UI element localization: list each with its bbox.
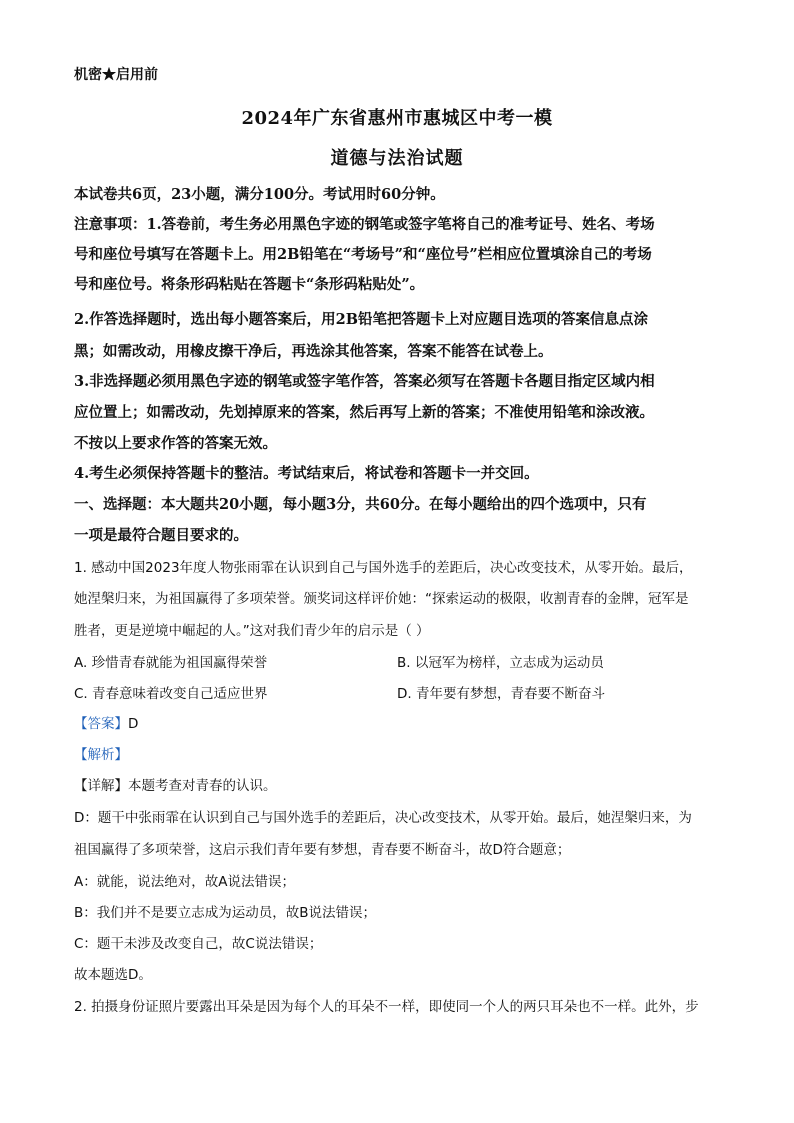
detail-line: 故本题选D。 xyxy=(74,967,152,983)
detail-row xyxy=(74,774,720,794)
analysis-tag: 【解析】 xyxy=(74,747,128,763)
option-d: D. 青年要有梦想，青春要不断奋斗 xyxy=(397,686,605,702)
notice-line: 黑；如需改动，用橡皮擦干净后，再选涂其他答案，答案不能答在试卷上。 xyxy=(74,343,553,360)
notice-line: 3.非选择题必须用黑色字迹的钢笔或签字笔作答，答案必须写在答题卡各题目指定区域内相 xyxy=(74,373,655,390)
detail-intro: 本题考查对青春的认识。 xyxy=(128,778,277,794)
question-1-stem: 胜者，更是逆境中崛起的人。”这对我们青少年的启示是（ ） xyxy=(74,623,430,639)
analysis-row xyxy=(74,743,720,763)
answer-value: D xyxy=(128,716,139,732)
notice-line: 号和座位号。将条形码粘贴在答题卡“条形码粘贴处”。 xyxy=(74,276,425,293)
notice-line: 注意事项：1.答卷前，考生务必用黑色字迹的钢笔或签字笔将自己的准考证号、姓名、考场 xyxy=(74,216,655,233)
notice-line: 2.作答选择题时，选出每小题答案后，用2B铅笔把答题卡上对应题目选项的答案信息点涂 xyxy=(74,311,648,328)
question-1-stem: 1. 感动中国2023年度人物张雨霏在认识到自己与国外选手的差距后，决心改变技术，从零开始。最后， xyxy=(74,560,693,576)
detail-line: 祖国赢得了多项荣誉，这启示我们青年要有梦想，青春要不断奋斗，故D符合题意； xyxy=(74,842,571,858)
question-2-stem: 2. 拍摄身份证照片要露出耳朵是因为每个人的耳朵不一样，即使同一个人的两只耳朵也不一样。此外，步 xyxy=(74,999,699,1015)
exam-title: 2024年广东省惠州市惠城区中考一模 xyxy=(241,108,553,129)
detail-line: D：题干中张雨霏在认识到自己与国外选手的差距后，决心改变技术，从零开始。最后，她涅槃归来，为 xyxy=(74,810,692,826)
detail-line: C：题干未涉及改变自己，故C说法错误； xyxy=(74,936,323,952)
section-heading: 一、选择题：本大题共20小题，每小题3分，共60分。在每小题给出的四个选项中，只有 xyxy=(74,496,647,513)
notice-line: 4.考生必须保持答题卡的整洁。考试结束后，将试卷和答题卡一并交回。 xyxy=(74,465,539,482)
detail-line: A：就能，说法绝对，故A说法错误； xyxy=(74,874,295,890)
option-a: A. 珍惜青春就能为祖国赢得荣誉 xyxy=(74,655,268,671)
answer-row xyxy=(74,712,720,732)
detail-line: B：我们并不是要立志成为运动员，故B说法错误； xyxy=(74,905,377,921)
notice-line: 号和座位号填写在答题卡上。用2B铅笔在“考场号”和“座位号”栏相应位置填涂自己的考场 xyxy=(74,246,652,263)
question-1-stem: 她涅槃归来，为祖国赢得了多项荣誉。颁奖词这样评价她：“探索运动的极限，收割青春的金牌，冠军是 xyxy=(74,591,689,607)
answer-tag: 【答案】 xyxy=(74,716,128,732)
notice-line: 应位置上；如需改动，先划掉原来的答案，然后再写上新的答案；不准使用铅笔和涂改液。 xyxy=(74,404,654,421)
notice-line: 不按以上要求作答的答案无效。 xyxy=(74,435,277,452)
section-heading: 一项是最符合题目要求的。 xyxy=(74,527,248,544)
exam-subject: 道德与法治试题 xyxy=(330,148,464,169)
option-b: B. 以冠军为榜样，立志成为运动员 xyxy=(397,655,604,671)
exam-summary: 本试卷共6页，23小题，满分100分。考试用时60分钟。 xyxy=(74,186,445,203)
detail-tag: 【详解】 xyxy=(74,778,128,794)
option-c: C. 青春意味着改变自己适应世界 xyxy=(74,686,268,702)
confidential-mark: 机密★启用前 xyxy=(74,67,158,83)
